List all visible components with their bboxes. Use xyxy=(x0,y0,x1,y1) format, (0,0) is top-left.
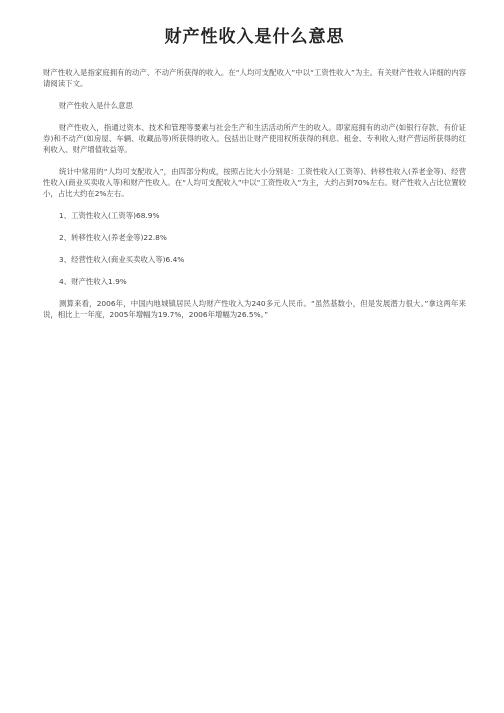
list-item: 4、财产性收入1.9% xyxy=(59,277,127,286)
intro-paragraph: 财产性收入是指家庭拥有的动产、不动产所获得的收入。在“人均可支配收入”中以“工资性收入”为主。有关财产性收入详细的内容请阅读下文。 xyxy=(43,68,466,88)
conclusion-paragraph: 测算来看，2006年，中国内地城镇居民人均财产性收入为240多元人民币。“虽然基数小，但是发展潜力很大。”拿这两年来说，相比上一年度，2005年增幅为19.7%，2006年增幅为26.5%。” xyxy=(43,299,466,319)
page-title: 财产性收入是什么意思 xyxy=(164,27,345,47)
stats-paragraph: 统计中常用的“人均可支配收入”，由四部分构成，按照占比大小分别是：工资性收入(工资等)、转移性收入(养老金等)、经营性收入(商业买卖收入等)和财产性收入。在“人均可支配收入”中以“工资性收入”为主，大约占到70%左右。财产性收入占比位置较小，占比大约在2%左右。 xyxy=(43,167,466,198)
subheading: 财产性收入是什么意思 xyxy=(59,101,133,110)
definition-paragraph: 财产性收入，指通过资本、技术和管理等要素与社会生产和生活活动所产生的收入。即家庭拥有的动产(如银行存款、有价证券)和不动产(如房屋、车辆、收藏品等)所获得的收入。包括出让财产使用权所获得的利息、租金、专利收入;财产营运所获得的红利收入、财产增值收益等。 xyxy=(43,123,466,154)
list-item: 3、经营性收入(商业买卖收入等)6.4% xyxy=(59,255,185,264)
list-item: 2、转移性收入(养老金等)22.8% xyxy=(59,233,167,242)
list-item: 1、工资性收入(工资等)68.9% xyxy=(59,211,160,220)
